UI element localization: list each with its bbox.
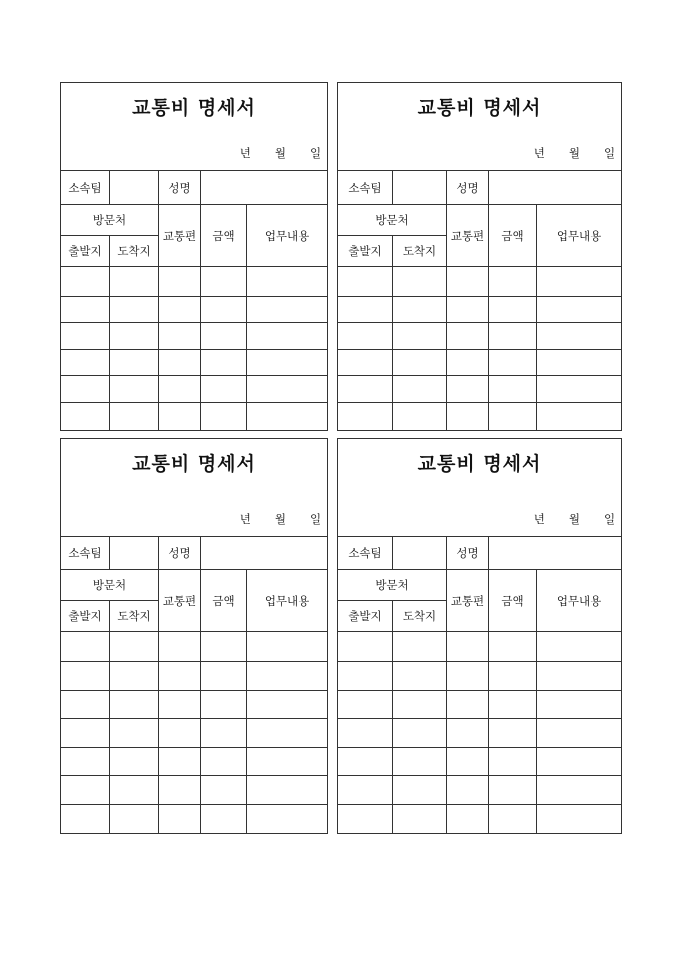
transport-cell[interactable] (159, 804, 201, 833)
arrival-cell[interactable] (393, 632, 447, 661)
transport-cell[interactable] (159, 323, 201, 350)
year-label: 년 (239, 512, 251, 527)
form-table (337, 82, 622, 431)
table-row (61, 297, 328, 323)
work-cell[interactable] (247, 718, 328, 747)
arrival-cell[interactable] (110, 323, 159, 350)
work-header: 업무내용 (247, 205, 328, 267)
departure-cell[interactable] (338, 267, 393, 297)
table-row (61, 350, 328, 376)
destination-header: 방문처 (61, 570, 159, 601)
departure-cell[interactable] (338, 775, 393, 804)
departure-cell[interactable] (338, 804, 393, 833)
transport-cell[interactable] (159, 632, 201, 661)
amount-cell[interactable] (201, 775, 247, 804)
work-cell[interactable] (247, 323, 328, 350)
departure-cell[interactable] (338, 350, 393, 376)
table-row (338, 350, 622, 376)
name-label: 성명 (159, 537, 201, 570)
arrival-cell[interactable] (110, 804, 159, 833)
month-label: 월 (568, 146, 580, 160)
amount-cell[interactable] (489, 632, 537, 661)
work-cell[interactable] (537, 350, 622, 376)
arrival-cell[interactable] (110, 350, 159, 376)
arrival-cell[interactable] (393, 747, 447, 775)
team-label: 소속팀 (61, 171, 110, 205)
name-field[interactable] (201, 171, 328, 205)
departure-cell[interactable] (61, 403, 110, 431)
table-row (61, 747, 328, 775)
destination-header: 방문처 (338, 205, 447, 236)
work-cell[interactable] (537, 267, 622, 297)
work-cell[interactable] (537, 376, 622, 403)
amount-cell[interactable] (201, 267, 247, 297)
departure-cell[interactable] (61, 804, 110, 833)
form-table (60, 438, 328, 834)
transport-cell[interactable] (447, 661, 489, 690)
departure-cell[interactable] (61, 690, 110, 718)
transport-cell[interactable] (159, 350, 201, 376)
arrival-cell[interactable] (110, 661, 159, 690)
amount-cell[interactable] (489, 297, 537, 323)
amount-cell[interactable] (489, 267, 537, 297)
amount-cell[interactable] (201, 804, 247, 833)
table-row (338, 747, 622, 775)
arrival-cell[interactable] (110, 376, 159, 403)
month-label: 월 (274, 512, 286, 527)
transport-cell[interactable] (159, 690, 201, 718)
transport-cell[interactable] (447, 690, 489, 718)
table-row (338, 376, 622, 403)
destination-header: 방문처 (61, 205, 159, 236)
table-row (61, 323, 328, 350)
form-title: 교통비 명세서 (417, 453, 542, 475)
table-row (61, 403, 328, 431)
transport-header: 교통편 (447, 570, 489, 632)
transport-expense-form (337, 438, 621, 834)
amount-cell[interactable] (489, 747, 537, 775)
table-row (338, 323, 622, 350)
departure-cell[interactable] (61, 297, 110, 323)
departure-cell[interactable] (61, 350, 110, 376)
form-table (337, 438, 622, 834)
departure-header: 출발지 (61, 601, 110, 632)
work-header: 업무내용 (247, 570, 328, 632)
transport-cell[interactable] (159, 403, 201, 431)
day-label: 일 (603, 512, 616, 527)
table-row (61, 775, 328, 804)
departure-cell[interactable] (61, 632, 110, 661)
date-line (510, 145, 615, 161)
transport-expense-form (60, 82, 327, 431)
work-cell[interactable] (247, 350, 328, 376)
departure-cell[interactable] (338, 323, 393, 350)
transport-expense-form (337, 82, 621, 431)
table-row (61, 804, 328, 833)
form-header (338, 439, 622, 537)
form-title: 교통비 명세서 (132, 453, 256, 475)
transport-cell[interactable] (447, 775, 489, 804)
amount-cell[interactable] (201, 718, 247, 747)
destination-header: 방문처 (338, 570, 447, 601)
arrival-cell[interactable] (393, 775, 447, 804)
work-cell[interactable] (247, 747, 328, 775)
transport-cell[interactable] (447, 323, 489, 350)
amount-cell[interactable] (489, 690, 537, 718)
team-field[interactable] (393, 171, 447, 205)
table-row (61, 718, 328, 747)
name-label: 성명 (447, 537, 489, 570)
amount-cell[interactable] (489, 775, 537, 804)
work-cell[interactable] (247, 403, 328, 431)
arrival-cell[interactable] (393, 376, 447, 403)
transport-expense-form (60, 438, 327, 834)
team-label: 소속팀 (338, 537, 393, 570)
amount-cell[interactable] (489, 718, 537, 747)
table-row (338, 661, 622, 690)
table-row (338, 403, 622, 431)
arrival-header: 도착지 (110, 236, 159, 267)
form-header (61, 439, 328, 537)
transport-cell[interactable] (159, 297, 201, 323)
transport-cell[interactable] (447, 350, 489, 376)
form-title: 교통비 명세서 (417, 97, 542, 119)
day-label: 일 (309, 146, 322, 160)
work-cell[interactable] (537, 775, 622, 804)
amount-cell[interactable] (489, 661, 537, 690)
departure-cell[interactable] (338, 690, 393, 718)
departure-cell[interactable] (338, 403, 393, 431)
arrival-cell[interactable] (393, 297, 447, 323)
transport-cell[interactable] (159, 267, 201, 297)
amount-cell[interactable] (201, 350, 247, 376)
table-row (338, 690, 622, 718)
table-row (61, 632, 328, 661)
work-cell[interactable] (537, 661, 622, 690)
form-title: 교통비 명세서 (132, 97, 256, 119)
transport-cell[interactable] (447, 718, 489, 747)
table-row (61, 661, 328, 690)
team-field[interactable] (393, 537, 447, 570)
work-cell[interactable] (247, 297, 328, 323)
departure-cell[interactable] (338, 376, 393, 403)
transport-cell[interactable] (447, 376, 489, 403)
month-label: 월 (274, 146, 286, 160)
arrival-cell[interactable] (393, 323, 447, 350)
arrival-cell[interactable] (393, 718, 447, 747)
amount-cell[interactable] (201, 403, 247, 431)
month-label: 월 (568, 512, 580, 527)
transport-header: 교통편 (159, 570, 201, 632)
arrival-cell[interactable] (110, 690, 159, 718)
date-line (510, 511, 615, 527)
arrival-cell[interactable] (393, 690, 447, 718)
form-header (338, 83, 622, 171)
team-label: 소속팀 (61, 537, 110, 570)
departure-cell[interactable] (61, 775, 110, 804)
arrival-cell[interactable] (110, 747, 159, 775)
amount-cell[interactable] (201, 661, 247, 690)
name-field[interactable] (201, 537, 328, 570)
work-cell[interactable] (247, 690, 328, 718)
transport-cell[interactable] (447, 804, 489, 833)
transport-header: 교통편 (447, 205, 489, 267)
arrival-header: 도착지 (110, 601, 159, 632)
transport-cell[interactable] (159, 775, 201, 804)
year-label: 년 (533, 146, 545, 160)
amount-header: 금액 (489, 570, 537, 632)
amount-cell[interactable] (201, 297, 247, 323)
arrival-cell[interactable] (110, 632, 159, 661)
arrival-header: 도착지 (393, 601, 447, 632)
year-label: 년 (533, 512, 545, 527)
table-row (61, 267, 328, 297)
transport-cell[interactable] (159, 718, 201, 747)
departure-cell[interactable] (338, 718, 393, 747)
amount-header: 금액 (201, 205, 247, 267)
arrival-cell[interactable] (393, 267, 447, 297)
form-header (61, 83, 328, 171)
work-cell[interactable] (247, 804, 328, 833)
transport-cell[interactable] (159, 661, 201, 690)
amount-cell[interactable] (489, 350, 537, 376)
name-field[interactable] (489, 537, 622, 570)
table-row (338, 297, 622, 323)
work-cell[interactable] (247, 661, 328, 690)
transport-cell[interactable] (447, 747, 489, 775)
table-row (61, 690, 328, 718)
work-cell[interactable] (537, 690, 622, 718)
work-cell[interactable] (247, 376, 328, 403)
name-label: 성명 (447, 171, 489, 205)
transport-cell[interactable] (447, 632, 489, 661)
table-row (338, 267, 622, 297)
work-cell[interactable] (247, 267, 328, 297)
arrival-cell[interactable] (110, 297, 159, 323)
amount-cell[interactable] (201, 747, 247, 775)
work-cell[interactable] (537, 297, 622, 323)
work-header: 업무내용 (537, 205, 622, 267)
name-field[interactable] (489, 171, 622, 205)
work-cell[interactable] (537, 632, 622, 661)
transport-header: 교통편 (159, 205, 201, 267)
team-field[interactable] (110, 537, 159, 570)
amount-cell[interactable] (201, 632, 247, 661)
day-label: 일 (603, 146, 616, 160)
departure-cell[interactable] (338, 632, 393, 661)
work-cell[interactable] (247, 632, 328, 661)
day-label: 일 (309, 512, 322, 527)
amount-cell[interactable] (201, 376, 247, 403)
work-header: 업무내용 (537, 570, 622, 632)
form-table (60, 82, 328, 431)
amount-header: 금액 (489, 205, 537, 267)
departure-cell[interactable] (61, 376, 110, 403)
work-cell[interactable] (537, 747, 622, 775)
departure-cell[interactable] (61, 718, 110, 747)
amount-cell[interactable] (489, 804, 537, 833)
amount-cell[interactable] (489, 376, 537, 403)
date-line (216, 145, 321, 161)
departure-cell[interactable] (61, 323, 110, 350)
transport-cell[interactable] (447, 267, 489, 297)
work-cell[interactable] (537, 804, 622, 833)
amount-cell[interactable] (201, 690, 247, 718)
departure-cell[interactable] (61, 267, 110, 297)
transport-cell[interactable] (447, 403, 489, 431)
arrival-cell[interactable] (110, 267, 159, 297)
departure-cell[interactable] (61, 747, 110, 775)
team-field[interactable] (110, 171, 159, 205)
arrival-cell[interactable] (393, 804, 447, 833)
departure-cell[interactable] (338, 661, 393, 690)
table-row (338, 718, 622, 747)
departure-header: 출발지 (61, 236, 110, 267)
amount-cell[interactable] (489, 403, 537, 431)
amount-cell[interactable] (201, 323, 247, 350)
arrival-cell[interactable] (393, 350, 447, 376)
departure-cell[interactable] (338, 747, 393, 775)
table-row (338, 632, 622, 661)
arrival-cell[interactable] (110, 775, 159, 804)
departure-header: 출발지 (338, 601, 393, 632)
table-row (61, 376, 328, 403)
arrival-cell[interactable] (110, 403, 159, 431)
transport-cell[interactable] (159, 747, 201, 775)
name-label: 성명 (159, 171, 201, 205)
arrival-cell[interactable] (110, 718, 159, 747)
work-cell[interactable] (537, 718, 622, 747)
work-cell[interactable] (537, 403, 622, 431)
arrival-cell[interactable] (393, 661, 447, 690)
work-cell[interactable] (247, 775, 328, 804)
date-line (216, 511, 321, 527)
team-label: 소속팀 (338, 171, 393, 205)
amount-cell[interactable] (489, 323, 537, 350)
transport-cell[interactable] (447, 297, 489, 323)
table-row (338, 804, 622, 833)
departure-cell[interactable] (338, 297, 393, 323)
arrival-cell[interactable] (393, 403, 447, 431)
arrival-header: 도착지 (393, 236, 447, 267)
transport-cell[interactable] (159, 376, 201, 403)
work-cell[interactable] (537, 323, 622, 350)
departure-cell[interactable] (61, 661, 110, 690)
amount-header: 금액 (201, 570, 247, 632)
table-row (338, 775, 622, 804)
year-label: 년 (239, 146, 251, 160)
departure-header: 출발지 (338, 236, 393, 267)
